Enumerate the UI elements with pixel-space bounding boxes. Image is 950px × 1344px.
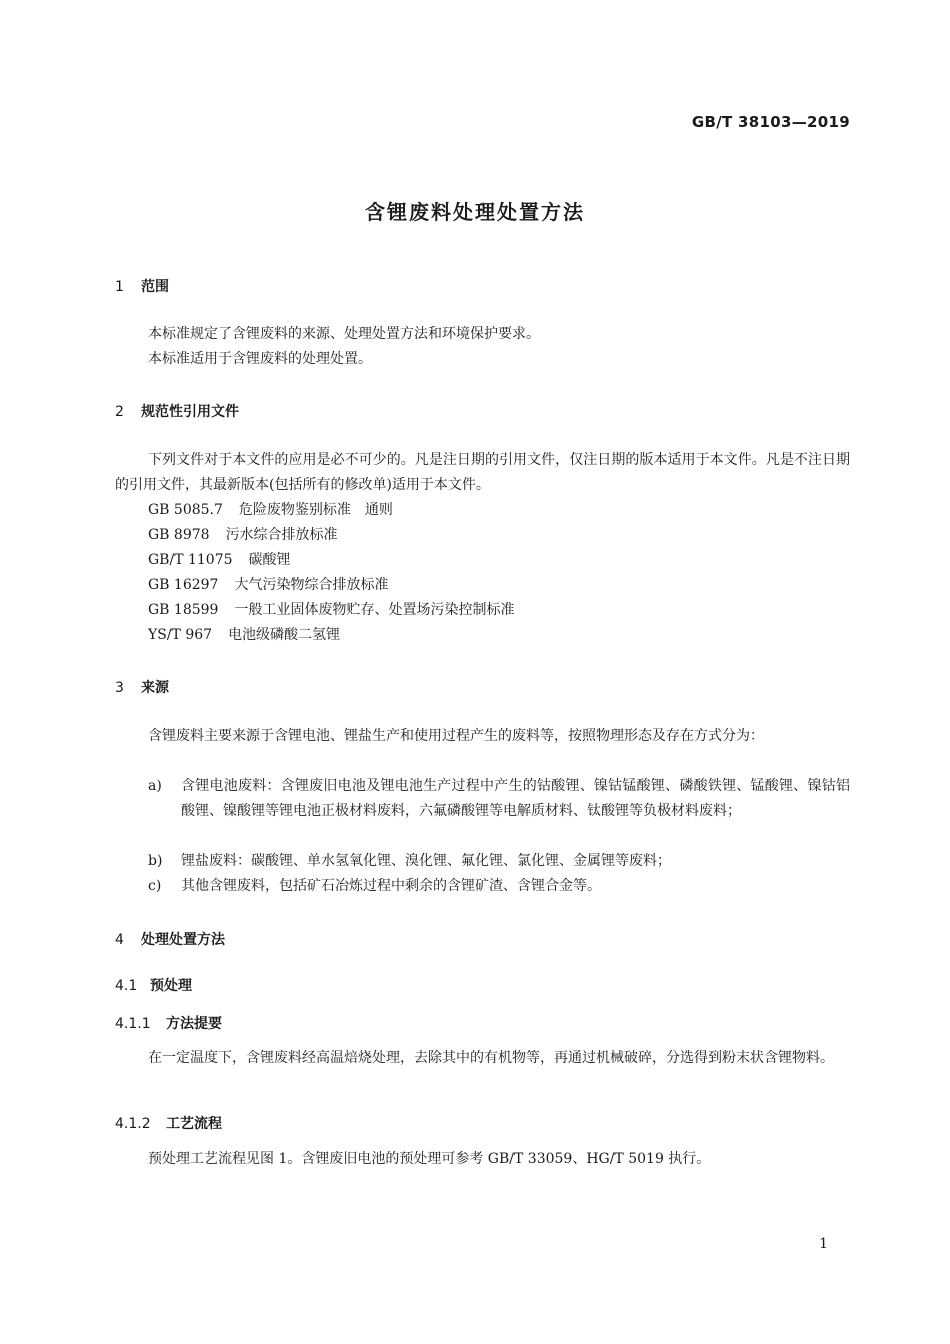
subsection-heading-method-summary: [115, 1013, 222, 1033]
section-heading-sources: [115, 677, 169, 697]
section-number: 2: [115, 404, 124, 420]
reference-title: 一般工业固体废物贮存、处置场污染控制标准: [234, 602, 515, 618]
section-title: 方法提要: [166, 1016, 222, 1032]
reference-line: [148, 598, 514, 623]
paragraph: 预处理工艺流程见图 1。含锂废旧电池的预处理可参考 GB/T 33059、HG/T 5019 执行。: [148, 1151, 711, 1167]
section-number: 4: [115, 932, 124, 948]
list-item-text: 含锂电池废料：含锂废旧电池及锂电池生产过程中产生的钴酸锂、镍钴锰酸锂、磷酸铁锂、锰酸锂、镍钴铝酸锂、镍酸锂等锂电池正极材料废料，六氟磷酸锂等电解质材料、钛酸锂等负极材料废料；: [181, 778, 850, 819]
paragraph: 本标准适用于含锂废料的处理处置。: [148, 351, 372, 367]
section-title: 工艺流程: [166, 1116, 222, 1132]
reference-line: [148, 548, 291, 573]
reference-title: 污水综合排放标准: [225, 527, 338, 543]
section-heading-scope: [115, 276, 169, 296]
reference-title: 碳酸锂: [248, 552, 291, 568]
list-item: [148, 874, 850, 899]
reference-title: 大气污染物综合排放标准: [234, 577, 389, 593]
section-number: 1: [115, 279, 124, 295]
document-title: 含锂废料处理处置方法: [365, 200, 585, 224]
page-number: 1: [819, 1236, 828, 1252]
reference-title: 电池级磷酸二氢锂: [228, 627, 341, 643]
reference-code: GB/T 11075: [148, 552, 233, 568]
section-title: 范围: [141, 279, 169, 295]
reference-code: YS/T 967: [148, 627, 213, 643]
section-number: 4.1.2: [115, 1116, 151, 1132]
paragraph: 本标准规定了含锂废料的来源、处理处置方法和环境保护要求。: [148, 326, 540, 342]
subsection-heading-process-flow: [115, 1113, 222, 1133]
reference-code: GB 8978: [148, 527, 210, 543]
reference-code: GB 5085.7: [148, 502, 223, 518]
reference-line: [148, 498, 393, 523]
section-heading-treatment-methods: [115, 929, 225, 949]
list-marker: b): [148, 853, 163, 869]
reference-line: [148, 573, 388, 598]
list-item-text: 锂盐废料：碳酸锂、单水氢氧化锂、溴化锂、氟化锂、氯化锂、金属锂等废料；: [181, 853, 671, 869]
reference-line: [148, 523, 338, 548]
list-item-text: 其他含锂废料，包括矿石冶炼过程中剩余的含锂矿渣、含锂合金等。: [181, 878, 601, 894]
section-title: 来源: [141, 680, 169, 696]
list-marker: a): [148, 778, 162, 794]
reference-code: GB 16297: [148, 577, 219, 593]
paragraph: 含锂废料主要来源于含锂电池、锂盐生产和使用过程产生的废料等，按照物理形态及存在方式分为：: [148, 728, 764, 744]
section-number: 4.1: [115, 978, 138, 994]
list-item: [148, 774, 850, 824]
list-item: [148, 849, 850, 874]
paragraph: 在一定温度下，含锂废料经高温焙烧处理，去除其中的有机物等，再通过机械破碎，分选得到粉末状含锂物料。: [148, 1050, 834, 1066]
list-marker: c): [148, 878, 162, 894]
section-title: 处理处置方法: [141, 932, 225, 948]
reference-title: 危险废物鉴别标准 通则: [238, 502, 393, 518]
subsection-heading-pretreatment: [115, 975, 192, 995]
section-number: 4.1.1: [115, 1016, 151, 1032]
section-title: 规范性引用文件: [141, 404, 239, 420]
section-title: 预处理: [150, 978, 192, 994]
standard-code: GB/T 38103—2019: [691, 113, 850, 131]
paragraph: 下列文件对于本文件的应用是必不可少的。凡是注日期的引用文件，仅注日期的版本适用于本文件。凡是不注日期的引用文件，其最新版本(包括所有的修改单)适用于本文件。: [115, 452, 850, 493]
reference-line: [148, 623, 340, 648]
section-heading-normative-references: [115, 401, 239, 421]
reference-code: GB 18599: [148, 602, 219, 618]
section-number: 3: [115, 680, 124, 696]
